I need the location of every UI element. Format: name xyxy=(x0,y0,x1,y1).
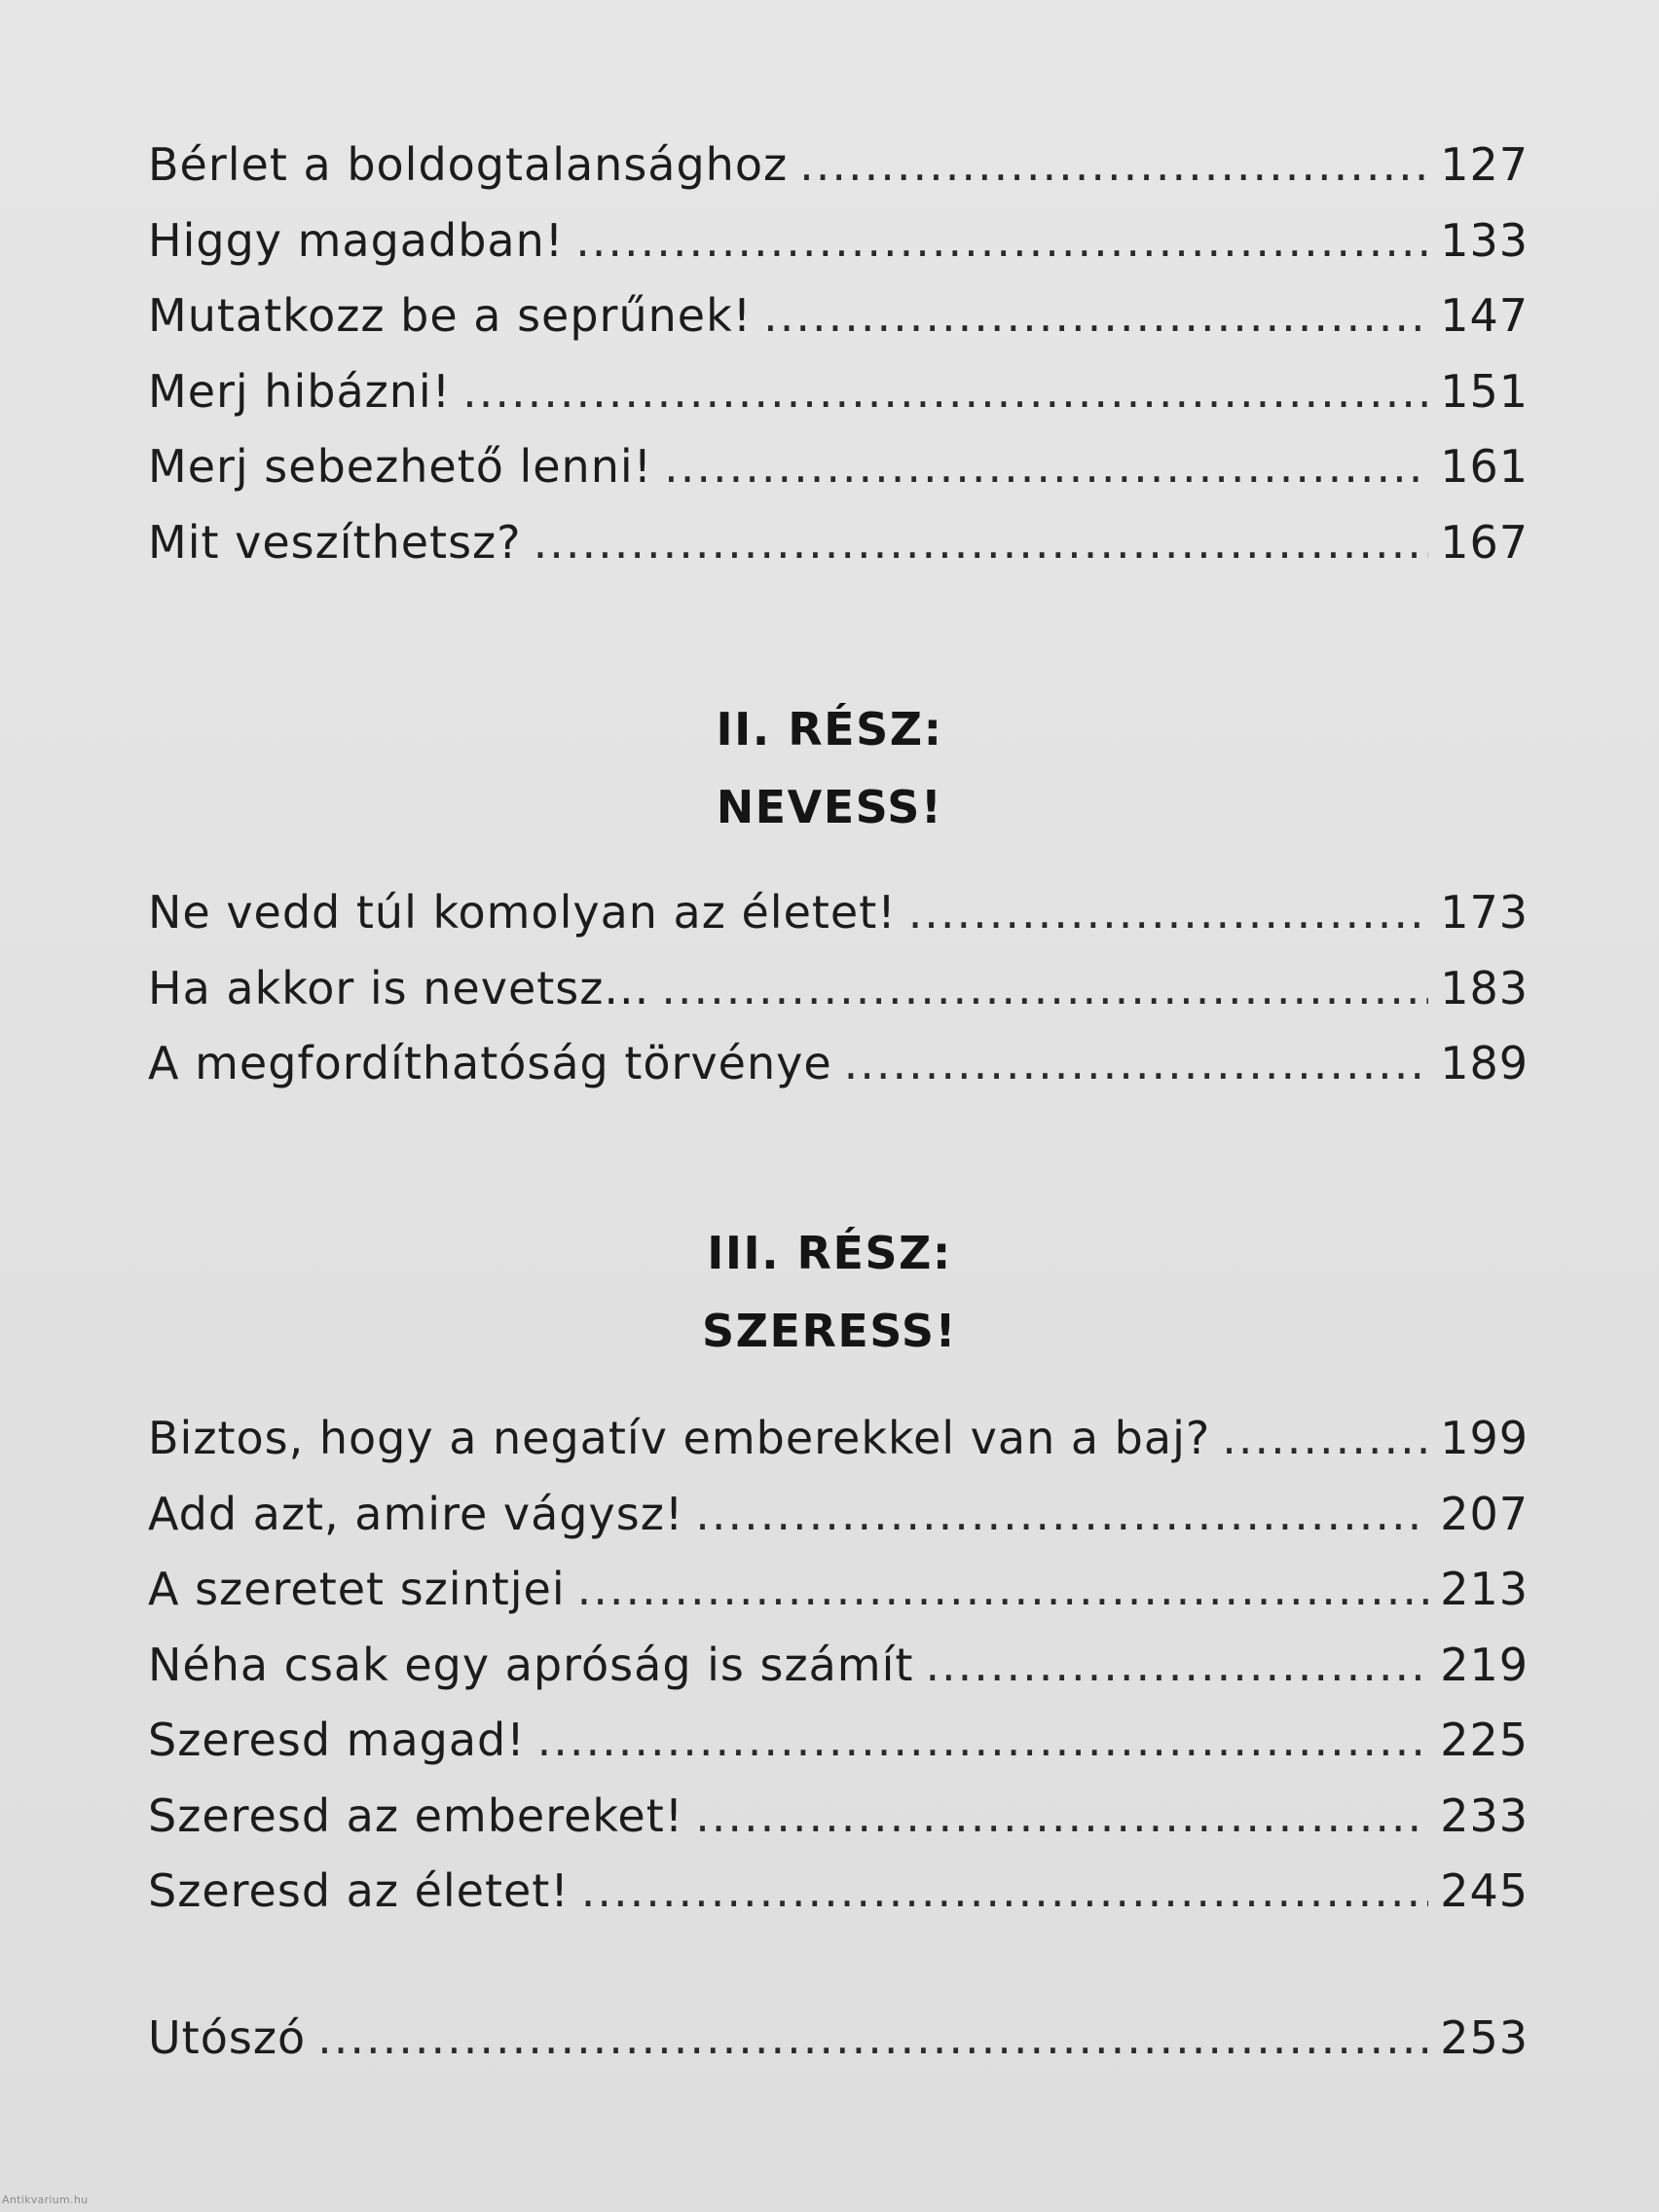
toc-entry-page: 147 xyxy=(1440,289,1529,342)
toc-entry-page: 219 xyxy=(1440,1638,1529,1691)
dot-leader xyxy=(462,365,1428,418)
toc-entry-page: 167 xyxy=(1440,515,1529,569)
dot-leader xyxy=(695,1789,1428,1842)
part2-heading: II. RÉSZ: xyxy=(716,703,943,756)
toc-entry-title: Néha csak egy apróság is számít xyxy=(148,1638,914,1691)
toc-entry-page: 207 xyxy=(1440,1487,1529,1540)
toc-entry-title: Merj hibázni! xyxy=(148,364,452,418)
toc-entry-page: 161 xyxy=(1440,440,1529,493)
toc-entry-page: 189 xyxy=(1440,1037,1529,1089)
toc-entry-title: Szeresd magad! xyxy=(148,1714,526,1766)
toc-entry-title: Mutatkozz be a seprűnek! xyxy=(148,289,753,342)
toc-entry-page: 173 xyxy=(1440,886,1529,939)
dot-leader xyxy=(908,886,1429,939)
toc-entry xyxy=(148,440,1529,516)
toc-entry-title: A szeretet szintjei xyxy=(148,1563,566,1615)
toc-entry-page: 213 xyxy=(1440,1563,1529,1615)
watermark: Antikvarium.hu xyxy=(2,2194,89,2206)
toc-entry-title: Ne vedd túl komolyan az életet! xyxy=(148,886,897,939)
toc-entry xyxy=(148,962,1529,1038)
toc-entry-page: 245 xyxy=(1440,1864,1529,1917)
toc-entry-title: Add azt, amire vágysz! xyxy=(148,1487,684,1540)
toc-entry xyxy=(148,2011,1529,2087)
dot-leader xyxy=(534,516,1429,569)
part2-subheading: NEVESS! xyxy=(716,781,943,833)
toc-part3 xyxy=(148,1412,1529,1940)
dot-leader xyxy=(577,1563,1429,1615)
toc-entry xyxy=(148,214,1529,290)
toc-entry xyxy=(148,1488,1529,1564)
dot-leader xyxy=(695,1488,1428,1540)
toc-part1 xyxy=(148,138,1529,591)
toc-entry xyxy=(148,365,1529,441)
toc-entry-title: Szeresd az életet! xyxy=(148,1864,570,1917)
toc-entry-title: Biztos, hogy a negatív emberekkel van a baj? xyxy=(148,1412,1211,1464)
toc-entry-title: Bérlet a boldogtalansághoz xyxy=(148,138,789,191)
dot-leader xyxy=(763,289,1428,342)
part3-heading: III. RÉSZ: xyxy=(707,1227,952,1279)
toc-entry-title: Ha akkor is nevetsz... xyxy=(148,961,650,1014)
toc-entry xyxy=(148,1864,1529,1940)
toc-entry xyxy=(148,1563,1529,1639)
toc-entry xyxy=(148,1639,1529,1714)
toc-entry-page: 151 xyxy=(1440,364,1529,418)
toc-part2 xyxy=(148,886,1529,1113)
toc-entry-page: 133 xyxy=(1440,213,1529,267)
dot-leader xyxy=(844,1037,1429,1089)
toc-entry xyxy=(148,516,1529,592)
toc-epilogue xyxy=(148,2011,1529,2087)
toc-entry-title: Szeresd az embereket! xyxy=(148,1788,684,1842)
toc-entry-title: Merj sebezhető lenni! xyxy=(148,440,653,493)
toc-entry-title: Higgy magadban! xyxy=(148,213,565,267)
toc-entry xyxy=(148,886,1529,962)
toc-entry-page: 183 xyxy=(1440,961,1529,1014)
dot-leader xyxy=(661,962,1428,1014)
toc-entry xyxy=(148,1714,1529,1789)
dot-leader xyxy=(537,1714,1429,1766)
dot-leader xyxy=(317,2011,1428,2064)
dot-leader xyxy=(799,138,1428,191)
toc-entry xyxy=(148,1037,1529,1113)
toc-entry xyxy=(148,1789,1529,1865)
dot-leader xyxy=(664,440,1428,493)
toc-entry xyxy=(148,1412,1529,1488)
dot-leader xyxy=(575,214,1428,267)
toc-entry-title: Mit veszíthetsz? xyxy=(148,515,522,569)
toc-entry-page: 225 xyxy=(1440,1714,1529,1766)
dot-leader xyxy=(925,1639,1428,1691)
toc-entry-page: 233 xyxy=(1440,1788,1529,1842)
dot-leader xyxy=(581,1864,1428,1917)
toc-entry-page: 199 xyxy=(1440,1412,1529,1464)
dot-leader xyxy=(1222,1412,1428,1464)
part3-subheading: SZERESS! xyxy=(702,1305,957,1357)
toc-entry-title: A megfordíthatóság törvénye xyxy=(148,1037,832,1089)
toc-entry-title: Utószó xyxy=(148,2011,307,2064)
toc-entry-page: 253 xyxy=(1440,2011,1529,2064)
toc-entry-page: 127 xyxy=(1440,138,1529,191)
toc-entry xyxy=(148,289,1529,365)
toc-entry xyxy=(148,138,1529,214)
